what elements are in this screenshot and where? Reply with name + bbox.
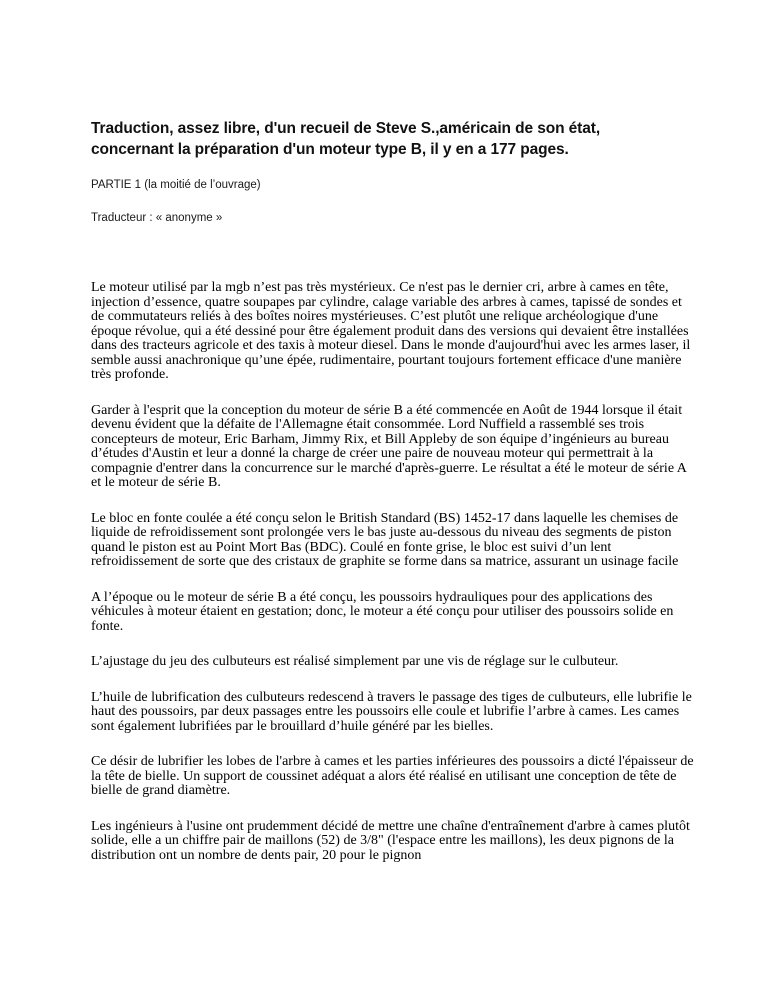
translator-label: Traducteur : « anonyme » [91,212,223,224]
paragraph-6: L’huile de lubrification des culbuteurs redescend à travers le passage des tiges de culbuteurs, elle lubrifie le haut des poussoirs, par deux passages entre les poussoirs elle coule et lubrifie l’arbre à cames. Les cames sont également lubrifiées par le brouillard d’huile généré par les bielles. [91,689,692,734]
document-title-line-1: Traduction, assez libre, d'un recueil de Steve S.,américain de son état, [91,120,601,137]
paragraph-4: A l’époque ou le moteur de série B a été conçu, les poussoirs hydrauliques pour des applications des véhicules à moteur étaient en gestation; donc, le moteur a été conçu pour utiliser des poussoirs solide en fonte. [91,589,674,634]
document-title [91,118,697,160]
paragraph-1: Le moteur utilisé par la mgb n’est pas très mystérieux. Ce n'est pas le dernier cri, arbre à cames en tête, injection d’essence, quatre soupapes par cylindre, calage variable des arbres à cames, tapissé de sondes et de commutateurs reliés à des boîtes noires mystérieuses. C’est plutôt une relique archéologique d'une époque révolue, qui a été dessiné pour être également produit dans des versions qui devaient être installées dans des tracteurs agricole et des taxis à moteur diesel. Dans le monde d'aujourd'hui avec les armes laser, il semble aussi anachronique qu’une épée, rudimentaire, pourtant toujours fortement efficace d'une manière très profonde. [91,280,691,382]
page-content [91,118,697,863]
paragraph-5: L’ajustage du jeu des culbuteurs est réalisé simplement par une vis de réglage sur le culbuteur. [91,654,619,669]
paragraph-7: Ce désir de lubrifier les lobes de l'arbre à cames et les parties inférieures des poussoirs a dicté l'épaisseur de la tête de bielle. Un support de coussinet adéquat a alors été réalisé en utilisant une conception de tête de bielle de grand diamètre. [91,754,694,798]
paragraph-3: Le bloc en fonte coulée a été conçu selon le British Standard (BS) 1452-17 dans laquelle les chemises de liquide de refroidissement sont prolongée vers le bas juste au-dessous du niveau des segments de piston quand le piston est au Point Mort Bas (BDC). Coulé en fonte grise, le bloc est suivi d’un lent refroidissement de sorte que des cristaux de graphite se forme dans sa matrice, assurant un usinage facile [91,510,679,569]
paragraph-2: Garder à l'esprit que la conception du moteur de série B a été commencée en Août de 1944 lorsque il était devenu évident que la défaite de l'Allemagne était consommée. Lord Nuffield a rassemblé ses trois concepteurs de moteur, Eric Barham, Jimmy Rix, et Bill Appleby de son équipe d’ingénieurs au bureau d’études d'Austin et leur a donné la charge de créer une paire de nouveau moteur qui permettrait à la compagnie d'entrer dans la concurrence sur le marché d'après-guerre. Le résultat a été le moteur de série A et le moteur de série B. [91,402,687,490]
paragraph-8: Les ingénieurs à l'usine ont prudemment décidé de mettre une chaîne d'entraînement d'arbre à cames plutôt solide, elle a un chiffre pair de maillons (52) de 3/8" (l'espace entre les maillons), les deux pignons de la distribution ont un nombre de dents pair, 20 pour le pignon [91,818,690,863]
document-title-line-2: concernant la préparation d'un moteur type B, il y en a 177 pages. [91,141,569,158]
body-text [91,281,697,863]
part-label: PARTIE 1 (la moitié de l’ouvrage) [91,179,261,191]
